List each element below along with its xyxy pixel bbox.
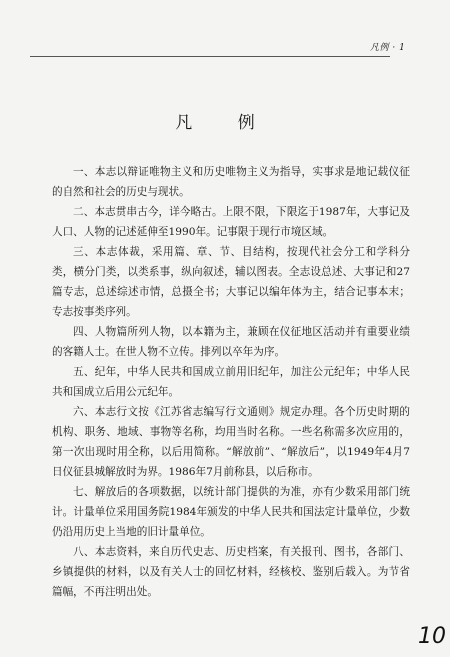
page-title: 凡 例	[175, 113, 275, 133]
paragraph-8: 八、本志资料，来自历代史志、历史档案，有关报刊、图书，各部门、乡镇提供的材料，以及有关人士的回忆材料，经核校、鉴别后载入。为节省篇幅，不再注明出处。	[52, 546, 410, 598]
handwritten-page-number: 10	[418, 624, 446, 649]
paragraph-6: 六、本志行文按《江苏省志编写行文通则》规定办理。各个历史时期的机构、职务、地域、事物等名称，均用当时名称。一些名称需多次应用的，第一次出现时用全称，以后用简称。“解放前”、“解放后”，以1949年4月7日仪征县城解放时为界。1986年7月前称县，以后称市。	[52, 406, 410, 478]
paragraph-5: 五、纪年，中华人民共和国成立前用旧纪年，加注公元纪年；中华人民共和国成立后用公元纪年。	[52, 366, 410, 398]
paragraph-3: 三、本志体裁，采用篇、章、节、目结构，按现代社会分工和学科分类，横分门类，以类系事，纵向叙述，辅以图表。全志设总述、大事记和27篇专志，总述综述市情，总摄全书；大事记以编年体为主，结合记事本末；专志按事类序列。	[52, 246, 410, 318]
header-rule	[30, 56, 390, 57]
paragraph-7: 七、解放后的各项数据，以统计部门提供的为准，亦有少数采用部门统计。计量单位采用国务院1984年颁发的中华人民共和国法定计量单位，少数仍沿用历史上当地的旧计量单位。	[52, 486, 410, 538]
running-head: 凡例 · 1	[370, 43, 406, 53]
paragraph-1: 一、本志以辩证唯物主义和历史唯物主义为指导，实事求是地记载仪征的自然和社会的历史与现状。	[52, 166, 410, 198]
paragraph-4: 四、人物篇所列人物，以本籍为主，兼顾在仪征地区活动并有重要业绩的客籍人士。在世人物不立传。排列以卒年为序。	[52, 326, 410, 358]
paragraph-2: 二、本志贯串古今，详今略古。上限不限，下限迄于1987年，大事记及人口、人物的记述延伸至1990年。记事限于现行市境区域。	[52, 206, 410, 238]
body-text	[52, 162, 410, 602]
